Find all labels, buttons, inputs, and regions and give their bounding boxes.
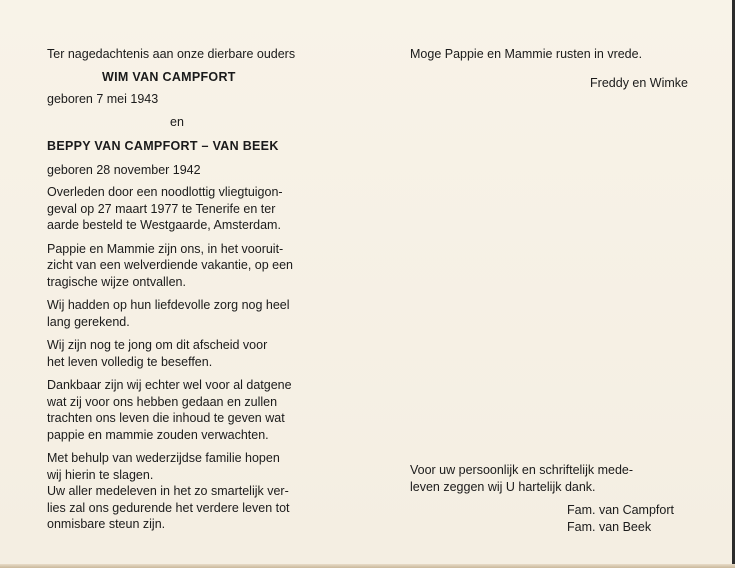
- text-line: tragische wijze ontvallen.: [47, 274, 186, 289]
- text-line: geval op 27 maart 1977 te Tenerife en ter: [47, 201, 276, 216]
- signature-campfort: Fam. van Campfort: [567, 503, 674, 517]
- text-line: trachten ons leven die inhoud te geven wat: [47, 411, 285, 425]
- text-line: Met behulp van wederzijdse familie hopen: [47, 451, 280, 465]
- signature-van-beek: Fam. van Beek: [567, 519, 652, 534]
- paragraph-family: [47, 450, 327, 533]
- text-line: Pappie en Mammie zijn ons, in het vooruit-: [47, 241, 284, 256]
- intro-text: Ter nagedachtenis aan onze dierbare ouders: [47, 47, 296, 61]
- text-line: lang gerekend.: [47, 314, 130, 329]
- text-line: onmisbare steun zijn.: [47, 517, 166, 531]
- paragraph-gratitude: [47, 377, 327, 443]
- scan-edge-bottom: [0, 564, 735, 568]
- paragraph-death: [47, 184, 327, 234]
- text-line: Overleden door een noodlottig vliegtuigon-: [47, 185, 283, 199]
- deceased-name-1: WIM VAN CAMPFORT: [102, 69, 236, 84]
- paragraph-care: [47, 297, 327, 330]
- left-column: [47, 46, 327, 533]
- conjunction-and: en: [170, 114, 184, 129]
- text-line: Voor uw persoonlijk en schriftelijk mede-: [410, 463, 634, 477]
- text-line: pappie en mammie zouden verwachten.: [47, 427, 269, 442]
- signature-block: [567, 502, 674, 535]
- thanks-paragraph: [410, 462, 692, 495]
- deceased-name-2: BEPPY VAN CAMPFORT – VAN BEEK: [47, 139, 279, 153]
- text-line: zicht van een welverdiende vakantie, op een: [47, 258, 293, 272]
- rest-in-peace-text: Moge Pappie en Mammie rusten in vrede.: [410, 47, 643, 61]
- text-line: Dankbaar zijn wij echter wel voor al datgene: [47, 378, 292, 392]
- text-line: Wij hadden op hun liefdevolle zorg nog heel: [47, 298, 290, 312]
- text-line: Uw aller medeleven in het zo smartelijk ver-: [47, 484, 289, 498]
- paragraph-vacation: [47, 241, 327, 291]
- children-names: Freddy en Wimke: [590, 75, 688, 90]
- birth-date-1: geboren 7 mei 1943: [47, 92, 159, 106]
- text-line: lies zal ons gedurende het verdere leven tot: [47, 500, 290, 515]
- text-line: het leven volledig te beseffen.: [47, 354, 213, 369]
- text-line: aarde besteld te Westgaarde, Amsterdam.: [47, 218, 281, 232]
- text-line: leven zeggen wij U hartelijk dank.: [410, 479, 596, 494]
- text-line: wat zij voor ons hebben gedaan en zullen: [47, 394, 278, 409]
- text-line: Wij zijn nog te jong om dit afscheid voor: [47, 338, 268, 352]
- right-column: [410, 46, 692, 91]
- text-line: wij hierin te slagen.: [47, 467, 154, 482]
- paragraph-farewell: [47, 337, 327, 370]
- birth-date-2: geboren 28 november 1942: [47, 162, 201, 177]
